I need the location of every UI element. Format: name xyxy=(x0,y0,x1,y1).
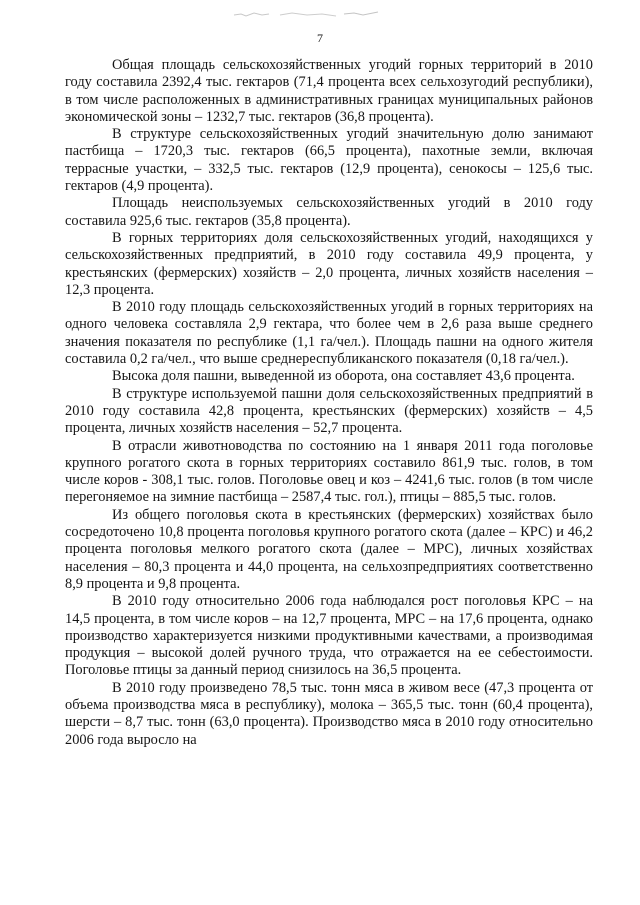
paragraph: Из общего поголовья скота в крестьянских (фермерских) хозяйствах было сосредоточено 10,8 процента поголовья крупного рогатого скота (далее – КРС) и 46,2 процента поголовья мелкого рогатого скота (далее – МРС), личных хозяйствах населения – 80,3 процента и 44,0 процента, на сельхозпредприятиях соответственно 8,9 процента и 9,8 процента. xyxy=(65,506,593,592)
paragraph: В 2010 году площадь сельскохозяйственных угодий в горных территориях на одного человека составляла 2,9 гектара, что более чем в 2,6 раза выше среднего значения показателя по республике (1,1 га/чел.). Площадь пашни на одного жителя составила 0,2 га/чел., что выше среднереспубликанского показателя (0,18 га/чел.). xyxy=(65,299,593,368)
paragraph: В 2010 году произведено 78,5 тыс. тонн мяса в живом весе (47,3 процента от объема производства мяса в республику), молока – 365,5 тыс. тонн (60,4 процента), шерсти – 8,7 тыс. тонн (63,0 процента). Производство мяса в 2010 году относительно 2006 года выросло на xyxy=(65,679,593,748)
paragraph: В горных территориях доля сельскохозяйственных угодий, находящихся у сельскохозяйственных предприятий, в 2010 году составила 49,9 процента, у крестьянских (фермерских) хозяйств – 2,0 процента, личных хозяйств населения – 12,3 процента. xyxy=(65,229,593,298)
page-number: 7 xyxy=(317,31,323,45)
paragraph: Площадь неиспользуемых сельскохозяйственных угодий в 2010 году составила 925,6 тыс. гектаров (35,8 процента). xyxy=(65,195,593,229)
paragraph: Высока доля пашни, выведенной из оборота, она составляет 43,6 процента. xyxy=(112,368,575,385)
body-text xyxy=(65,57,593,749)
paragraph: Общая площадь сельскохозяйственных угодий горных территорий в 2010 году составила 2392,4 тыс. гектаров (71,4 процента всех сельхозугодий республики), в том числе расположенных в административных границах муниципальных районов экономической зоны – 1232,7 тыс. гектаров (36,8 процента). xyxy=(65,57,593,125)
paragraph: В структуре используемой пашни доля сельскохозяйственных предприятий в 2010 году составила 42,8 процента, крестьянских (фермерских) хозяйств – 4,5 процента, личных хозяйств населения – 52,7 процента. xyxy=(65,385,593,437)
paragraph: В 2010 году относительно 2006 года наблюдался рост поголовья КРС – на 14,5 процента, в том числе коров – на 12,7 процента, МРС – на 17,6 процента, однако производство характеризуется низкими продуктивными качествами, а производимая продукция – высокой долей ручного труда, что отражается на ее себестоимости. Поголовье птицы за данный период снизилось на 36,5 процента. xyxy=(65,593,593,679)
scan-artifact xyxy=(232,10,382,18)
paragraph: В отрасли животноводства по состоянию на 1 января 2011 года поголовье крупного рогатого скота в горных территориях составило 861,9 тыс. голов, в том числе коров - 308,1 тыс. голов. Поголовье овец и коз – 4241,6 тыс. голов (в том числе перегоняемое на зимние пастбища – 2587,4 тыс. гол.), птицы – 885,5 тыс. голов. xyxy=(65,437,593,506)
paragraph: В структуре сельскохозяйственных угодий значительную долю занимают пастбища – 1720,3 тыс. гектаров (66,5 процента), пахотные земли, включая террасные участки, – 332,5 тыс. гектаров (12,9 процента), сенокосы – 125,6 тыс. гектаров (4,9 процента). xyxy=(65,126,593,195)
